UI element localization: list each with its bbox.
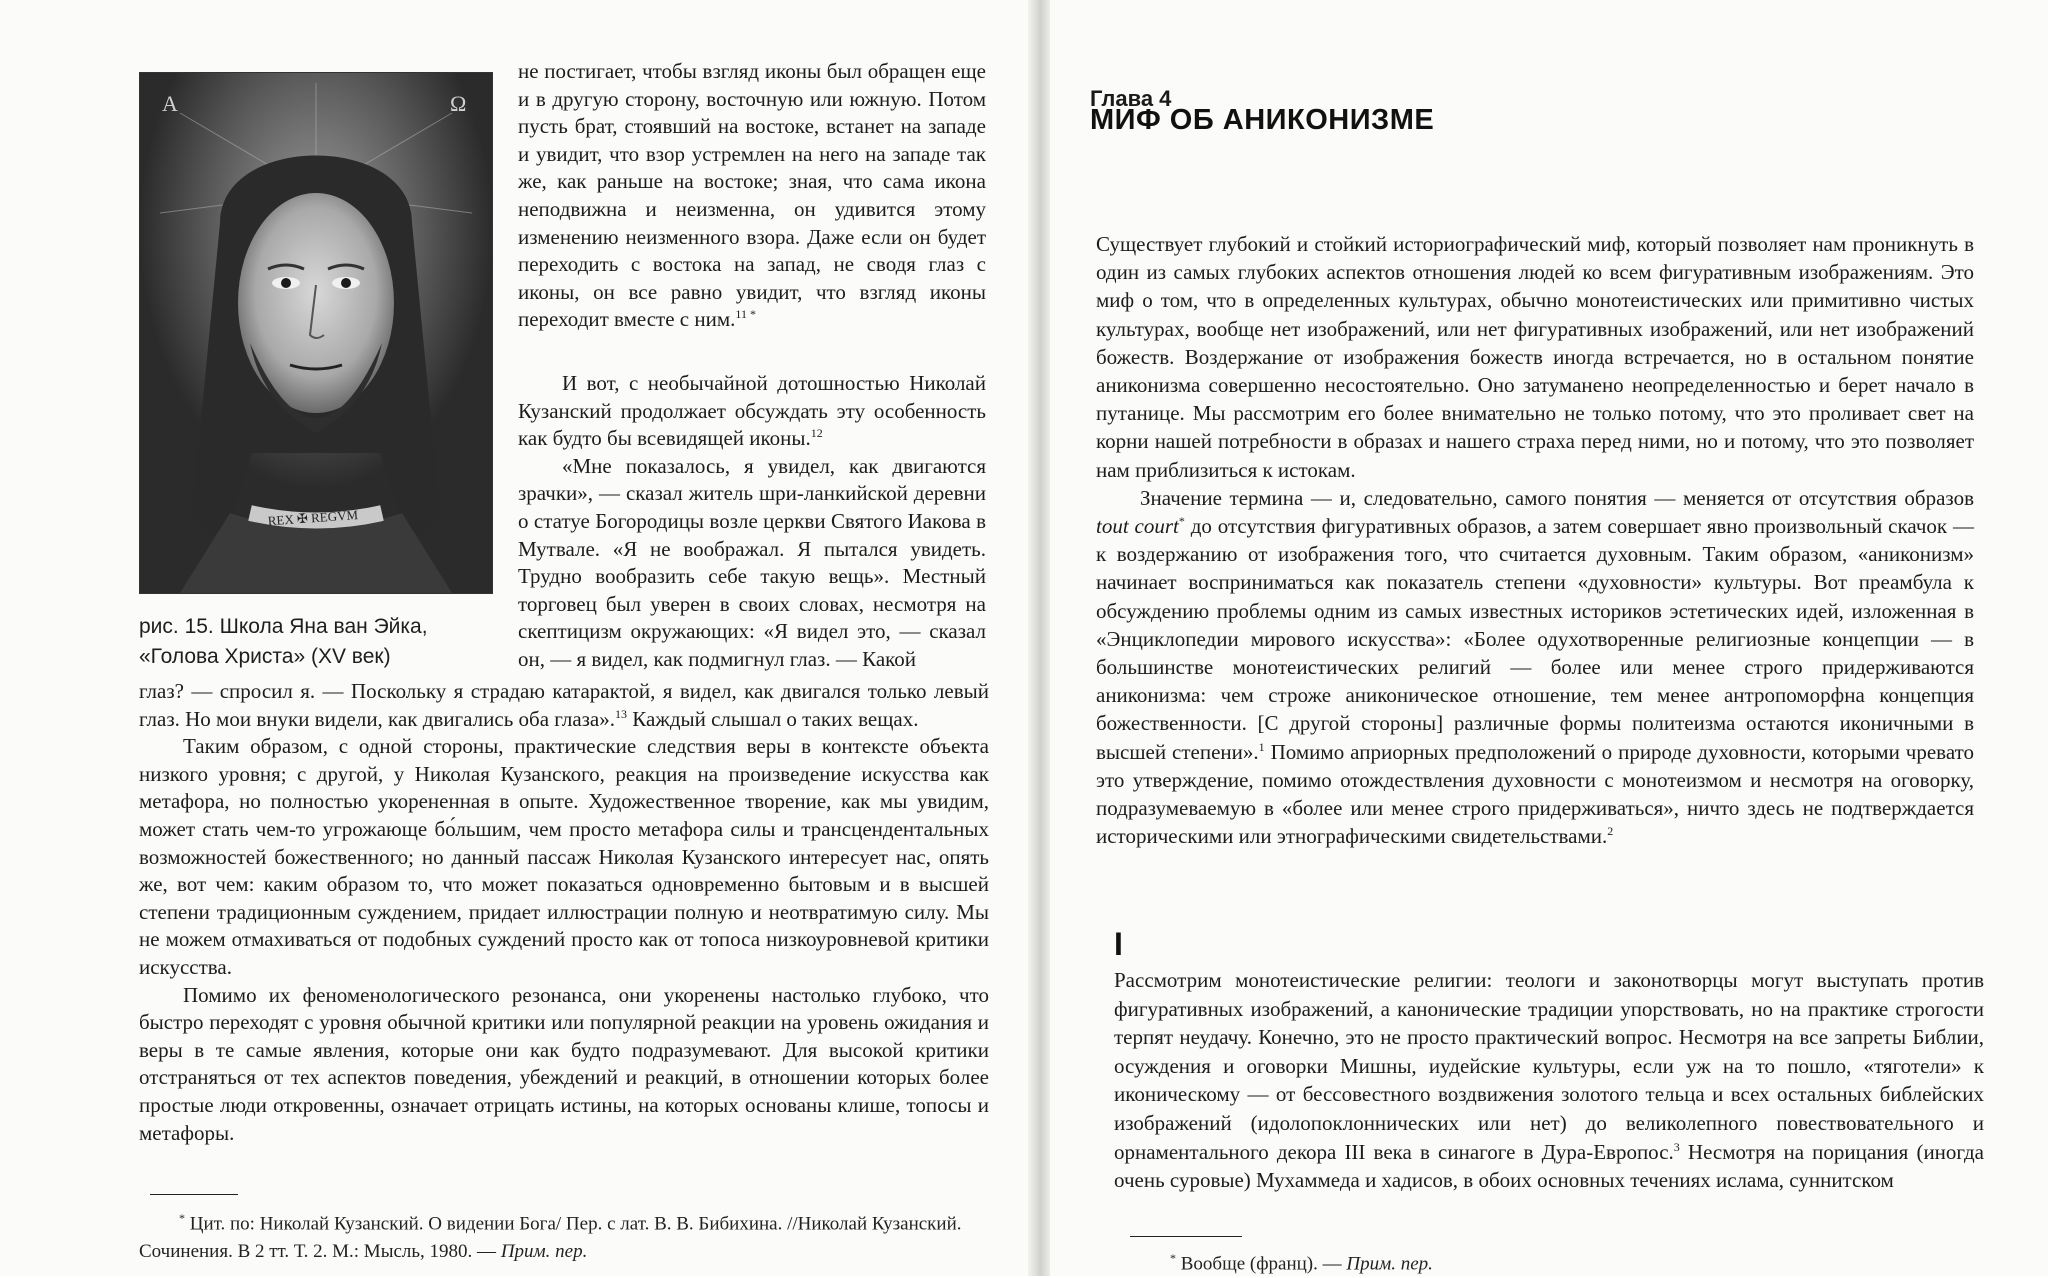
- figure-head-of-christ: [139, 72, 493, 594]
- footnote-ref: 13: [615, 706, 628, 721]
- footnote-mark: *: [1170, 1251, 1176, 1265]
- paragraph-text: Рассмотрим монотеистические религии: теологи и законотворцы могут выступать против фигуративных изображений, а канонические традиции упорствовать, но на практике строгости терпят неудачу. Конечно, это не просто практический вопрос. Несмотря на все запреты Библии, осуждения и оговорки Мишны, иудейские культуры, если уж на то пошло, «тяготели» к иконическому — от бессовестного воздвижения золотого тельца и всех остальных библейских изображений (идолопоклоннических или нет) до великолепного повествовательного и орнаментального декора III века в синагоге в Дура-Европос.: [1114, 968, 1984, 1164]
- paragraph-text: «Мне показалось, я увидел, как двигаются зрачки», — сказал житель шри-ланкийской деревни о статуе Богородицы возле церкви Святого Иакова в Мутвале. «Я не воображал. Я пытался увидеть. Трудно вообразить себе такую вещь». Местный торговец был уверен в своих словах, несмотря на скептицизм окружающих: «Я видел это, — сказал он, — я видел, как подмигнул глаз. — Какой: [518, 453, 986, 671]
- right-intro-text: [1096, 230, 1974, 850]
- footnote-ref: *: [1178, 514, 1185, 529]
- paragraph-text: Значение термина — и, следовательно, самого понятия — меняется от отсутствия образов: [1140, 485, 1974, 510]
- footnote-ref: 3: [1673, 1139, 1680, 1154]
- caption-line-1: рис. 15. Школа Яна ван Эйка,: [139, 615, 428, 638]
- portrait-illustration: [140, 73, 492, 593]
- right-section-text: [1114, 966, 1984, 1195]
- figure-inscription: REX ✠ REGVM: [267, 507, 359, 529]
- paragraph-text: до отсутствия фигуративных образов, а затем совершает явно произвольный скачок — к воздержанию от изображения того, что считается духовным. Таким образом, «аниконизм» начинает восприниматься как показатель степени «духовности» культуры. Вот преамбула к обсуждению проблемы одним из самых известных историков эстетических идей, изложенная в «Энциклопедии мирового искусства»: «Более одухотворенные религиозные концепции — в большинстве монотеистических религий — более или менее строго придерживаются аниконизма: чем строже аниконическое отношение, тем менее антропоморфна концепция божественности. [С другой стороны] различные формы политеизма остаются иконичными в высшей степени».: [1096, 514, 1974, 764]
- paragraph-text: Существует глубокий и стойкий историографический миф, который позволяет нам проникнуть в один из самых глубоких аспектов отношения людей ко всем фигуративным изображениям. Это миф о том, что в определенных культурах, обычно монотеистических или примитивно чистых культурах, вообще нет изображений, или нет фигуративных изображений, или нет изображений божеств. Воздержание от изображения божеств иногда встречается, но в остальном понятие аниконизма совершенно несостоятельно. Оно затуманено неопределенностью и берет начало в путанице. Мы рассмотрим его более внимательно не только потому, что это проливает свет на корни нашей потребности в образах и нашего страха перед ними, но и потому, что это позволяет нам приблизиться к истокам.: [1096, 232, 1974, 482]
- footnote-ref: 11 *: [735, 307, 756, 322]
- footnote-text: Цит. по: Николай Кузанский. О видении Бога/ Пер. с лат. В. В. Бибихина. //Николай Кузанский. Сочинения. В 2 тт. Т. 2. М.: Мысль, 1980. —: [139, 1213, 962, 1263]
- paragraph-text: Каждый слышал о таких вещах.: [627, 706, 919, 731]
- footnote-ref: 1: [1258, 739, 1265, 754]
- paragraph-text: Таким образом, с одной стороны, практические следствия веры в контексте объекта низкого уровня; с другой, у Николая Кузанского, реакция на произведение искусства как метафора, но полностью укорененная в опыте. Художественное творение, как мы увидим, может стать чем-то угрожающе бо́льшим, чем просто метафора силы и трансцендентальных возможностей божественного; но данный пассаж Николая Кузанского интересует нас, опять же, вот чем: каким образом то, что может показаться одновременно бытовым и в высшей степени традиционным суждением, придает иллюстрации полную и неотвратимую силу. Мы не можем отмахиваться от подобных суждений просто как от топоса низкоуровневой критики искусства.: [139, 734, 989, 979]
- footnote-rule: [1130, 1236, 1242, 1237]
- paragraph-text: глаз? — спросил я. — Поскольку я страдаю катарактой, я видел, как двигался только левый глаз. Но мои внуки видели, как двигались оба глаза».: [139, 679, 989, 731]
- caption-line-2: «Голова Христа» (XV век): [139, 645, 391, 668]
- footnote-mark: *: [179, 1211, 185, 1225]
- section-heading: I: [1114, 926, 1123, 962]
- left-column-paragraph-1: [518, 58, 986, 334]
- paragraph-text: Помимо априорных предположений о природе духовности, которыми чревато это утверждение, помимо отождествления духовности с монотеизмом и несмотря на оговорку, подразумеваемую в «более или менее строго придерживаться», ничто здесь не подтверждается историческими или этнографическими свидетельствами.: [1096, 739, 1975, 849]
- chapter-label: Глава 4: [1090, 86, 1172, 111]
- footnote-em: Прим. пер.: [1346, 1253, 1433, 1275]
- left-full-width-text: [139, 678, 989, 1147]
- paragraph-text: не постигает, чтобы взгляд иконы был обращен еще и в другую сторону, восточную или южную. Потом пусть брат, стоявший на востоке, встанет на западе и увидит, что взор устремлен на него на западе так же, как раньше на востоке; зная, что сама икона неподвижна и неизменна, он удивится этому изменению неизменного взора. Даже если он будет переходить с востока на запад, не сводя глаз с иконы, он все равно увидит, что взгляд иконы переходит вместе с ним.: [518, 59, 986, 332]
- left-footnote: [139, 1204, 989, 1266]
- book-gutter: [1028, 0, 1050, 1276]
- paragraph-text: И вот, с необычайной дотошностью Николай Кузанский продолжает обсуждать эту особенность как будто бы всевидящей иконы.: [518, 371, 986, 451]
- chapter-title: МИФ ОБ АНИКОНИЗМЕ: [1090, 104, 1435, 136]
- footnote-rule: [150, 1194, 238, 1195]
- figure-corner-left: A: [162, 91, 178, 116]
- footnote-ref: 12: [810, 426, 823, 441]
- figure-caption: [139, 612, 499, 672]
- footnote-text: Вообще (франц). —: [1180, 1253, 1342, 1275]
- footnote-em: Прим. пер.: [500, 1241, 588, 1263]
- paragraph-text: Несмотря на порицания (иногда очень суровые) Мухаммеда и хадисов, в обоих основных течениях ислама, суннитском: [1114, 1139, 1984, 1193]
- right-footnote: [1170, 1244, 1970, 1278]
- figure-corner-right: Ω: [450, 91, 467, 116]
- left-column-paragraph-2: [518, 370, 986, 674]
- footnote-ref: 2: [1607, 824, 1614, 839]
- italic-phrase: tout court: [1096, 514, 1179, 539]
- paragraph-text: Помимо их феноменологического резонанса, они укоренены настолько глубоко, что быстро переходят с уровня обычной критики или популярной реакции на уровень ожидания и веры в те самые явления, которые они как будто подразумевают. Для высокой критики отстраняться от тех аспектов поведения, убеждений и реакций, в отношении которых более простые люди откровенны, означает отрицать истины, на которых основаны клише, топосы и метафоры.: [139, 982, 989, 1145]
